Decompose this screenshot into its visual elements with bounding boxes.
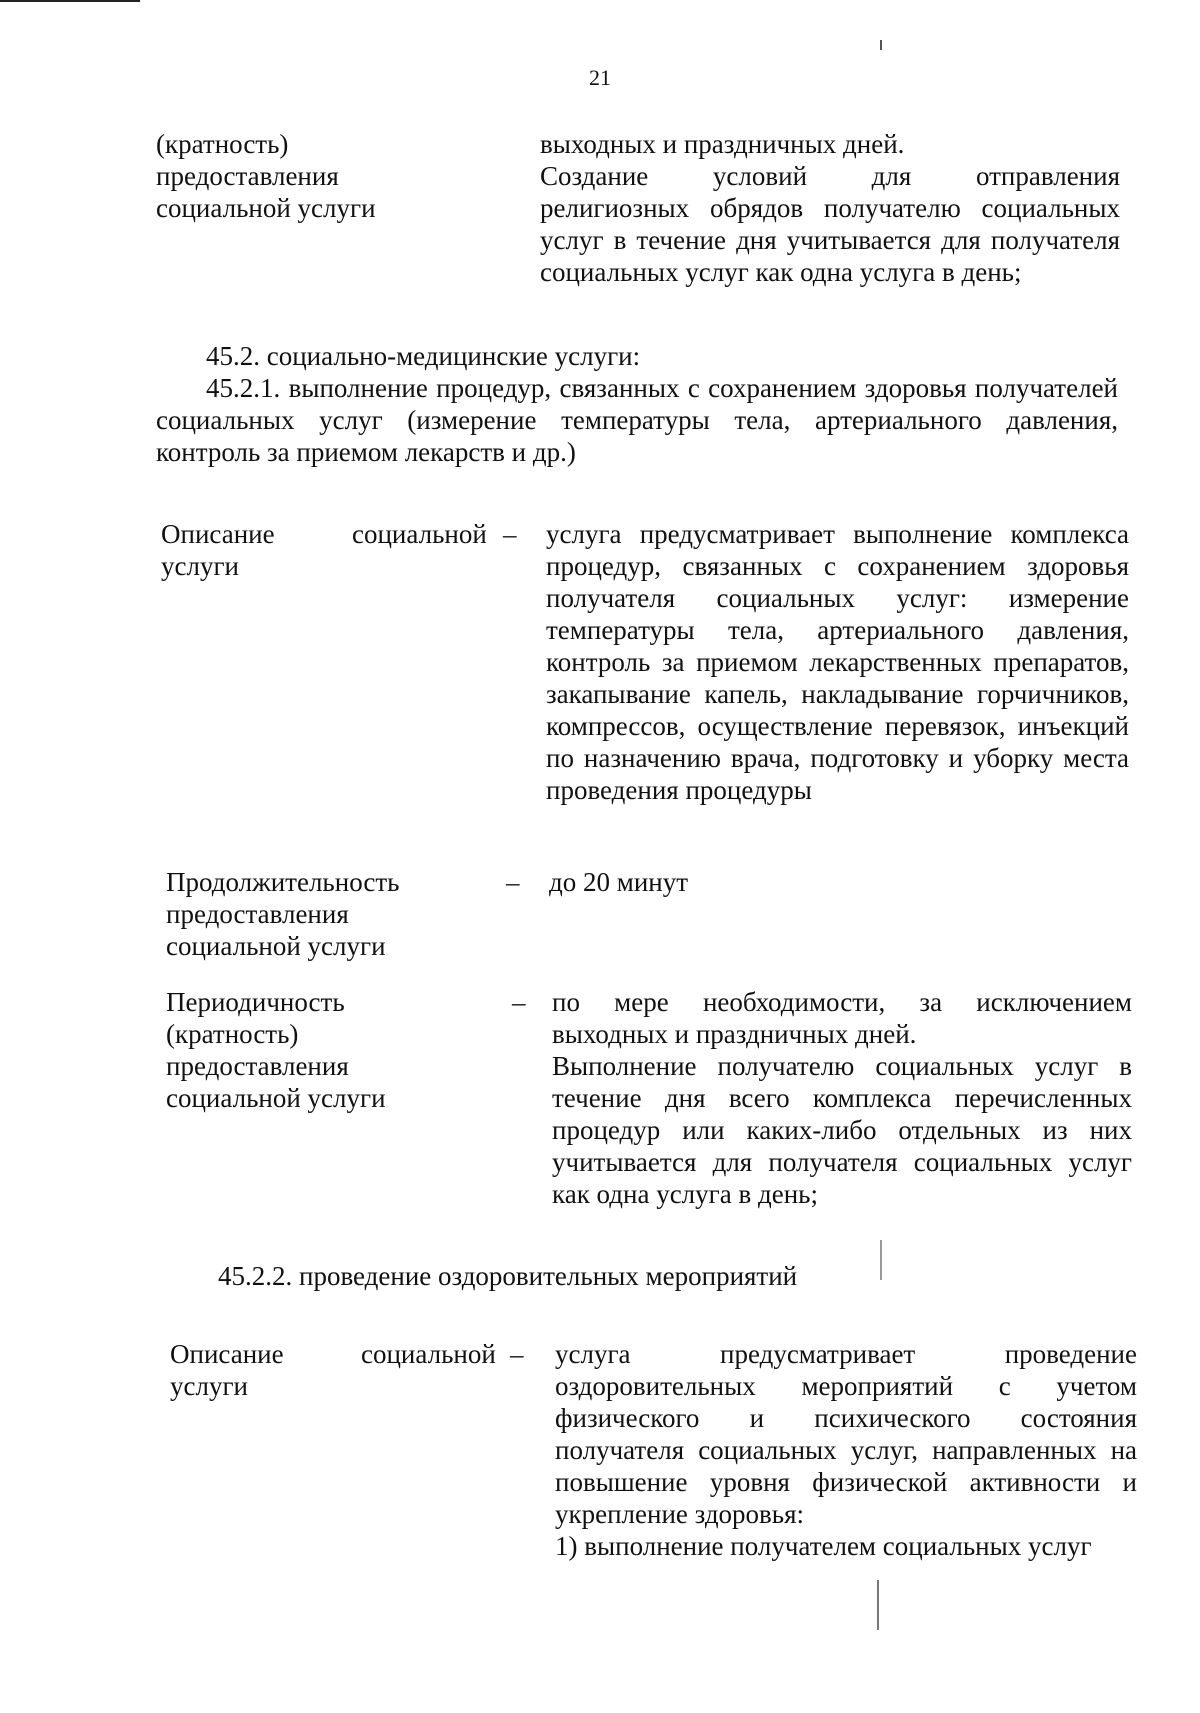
label-line: (кратность) <box>156 129 289 159</box>
periodicity-value-p1: по мере необходимости, за исключением выходных и праздничных дней. <box>552 987 1132 1049</box>
value-line: выходных и праздничных дней. <box>540 129 905 159</box>
value-line: религиозных обрядов получателю социальных <box>540 193 1120 223</box>
label-line: Периодичность <box>166 987 345 1017</box>
description2-value-p2: 1) выполнение получателем социальных услуг <box>555 1531 1092 1561</box>
description2-dash: – <box>510 1339 524 1369</box>
periodicity-label <box>166 986 496 1114</box>
duration-dash: – <box>506 867 520 897</box>
description2-label-word1: Описание <box>170 1339 284 1369</box>
label-line: предоставления <box>166 1051 349 1081</box>
description-dash: – <box>503 519 517 549</box>
scan-edge-line <box>0 0 140 2</box>
scan-speck <box>877 1580 879 1630</box>
page-number: 21 <box>589 65 611 90</box>
duration-value: до 20 минут <box>549 867 689 897</box>
label-line: (кратность) <box>166 1019 299 1049</box>
description2-value-p1: услуга предусматривает проведение оздоровительных мероприятий с учетом физического и психического состояния получателя социальных услуг, направленных на повышение уровня физической активности и укрепление здоровья: <box>555 1339 1137 1529</box>
label-line: предоставления <box>156 161 339 191</box>
top-block-value <box>540 128 1120 288</box>
label-line: социальной услуги <box>166 1083 386 1113</box>
scan-speck <box>880 40 882 50</box>
description-label-word2: социальной <box>352 519 487 549</box>
item-45-2-2: 45.2.2. проведение оздоровительных мероприятий <box>218 1261 798 1291</box>
label-line: предоставления <box>166 899 349 929</box>
periodicity-value <box>552 986 1132 1210</box>
label-line: Продолжительность <box>166 867 400 897</box>
description-label-line2: услуги <box>161 551 239 581</box>
periodicity-value-p2: Выполнение получателю социальных услуг в течение дня всего комплекса перечисленных процедур или каких-либо отдельных из них учитывается для получателя социальных услуг как одна услуга в день; <box>552 1051 1132 1209</box>
value-line: услуг в течение дня учитывается для получателя <box>540 225 1120 255</box>
duration-label <box>166 866 496 962</box>
description-label-word1: Описание <box>161 519 275 549</box>
section-heading: 45.2. социально-медицинские услуги: <box>206 341 641 371</box>
value-line: социальных услуг как одна услуга в день; <box>540 257 1022 287</box>
label-line: социальной услуги <box>166 931 386 961</box>
periodicity-dash: – <box>512 987 526 1017</box>
value-line: Создание условий для отправления <box>540 161 1120 191</box>
top-block-label <box>156 128 456 224</box>
description-value: услуга предусматривает выполнение комплекса процедур, связанных с сохранением здоровья получателя социальных услуг: измерение температуры тела, артериального давления, контроль за приемом лекарственных препаратов, закапывание капель, накладывание горчичников, компрессов, осуществление перевязок, инъекций по назначению врача, подготовку и уборку места проведения процедуры <box>546 519 1129 805</box>
description2-label-word2: социальной <box>361 1339 496 1369</box>
description2-value <box>555 1338 1137 1562</box>
scan-speck <box>880 1240 882 1280</box>
item-45-2-1: 45.2.1. выполнение процедур, связанных с сохранением здоровья получателей социальных услуг (измерение температуры тела, артериального давления, контроль за приемом лекарств и др.) <box>156 373 1118 467</box>
label-line: социальной услуги <box>156 193 376 223</box>
description2-label-line2: услуги <box>170 1371 248 1401</box>
